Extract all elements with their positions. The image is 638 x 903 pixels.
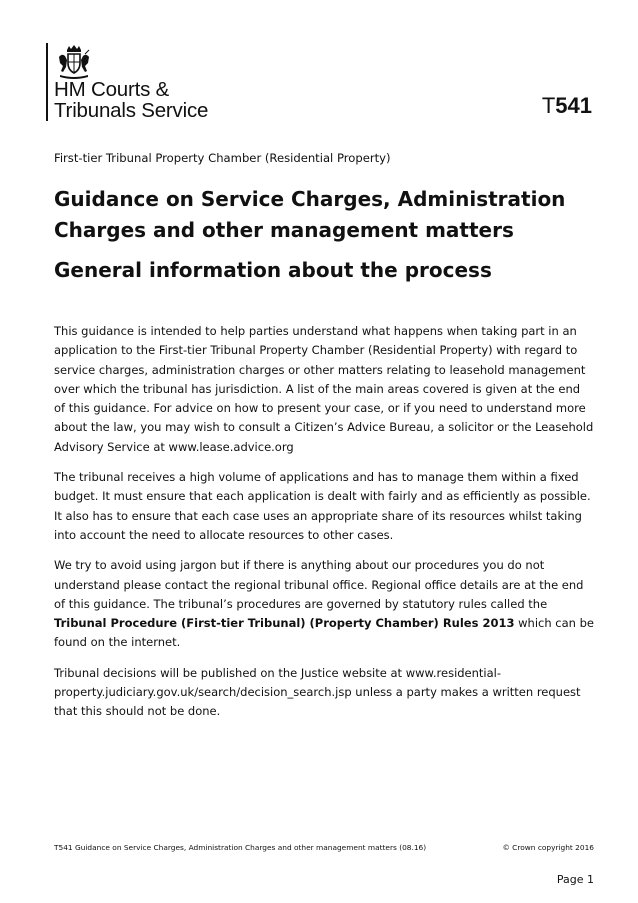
form-code: [542, 93, 592, 119]
paragraph-3-text-after: which can be found on the internet.: [54, 616, 594, 650]
chamber-subtitle: First-tier Tribunal Property Chamber (Residential Property): [54, 151, 391, 165]
document-title: [54, 184, 594, 246]
paragraph-3-text-before: We try to avoid using jargon but if there is anything about our procedures you do not understand please contact the regional tribunal office. Regional office details are at the end of this guidance. The tribunal’s procedures are governed by statutory rules called the: [54, 558, 584, 611]
document-title-line2: Charges and other management matters: [54, 218, 514, 242]
organisation-name: [54, 79, 208, 121]
royal-crest-icon: [54, 43, 94, 83]
paragraph-1: This guidance is intended to help parties understand what happens when taking part in an application to the First-tier Tribunal Property Chamber (Residential Property) with regard to service charges, administration charges or other matters relating to leasehold management over which the tribunal has jurisdiction. A list of the main areas covered is given at the end of this guidance. For advice on how to present your case, or if you need to understand more about the law, you may wish to consult a Citizen’s Advice Bureau, a solicitor or the Leasehold Advisory Service at www.lease.advice.org: [54, 324, 594, 454]
footer-copyright: © Crown copyright 2016: [502, 843, 594, 852]
page-footer: [54, 843, 594, 852]
paragraph-2: The tribunal receives a high volume of applications and has to manage them within a fixed budget. It must ensure that each application is dealt with fairly and as efficiently as possible. It also has to ensure that each case uses an appropriate share of its resources whilst taking into account the need to allocate resources to other cases.: [54, 470, 591, 542]
form-code-prefix: T: [541, 93, 556, 118]
document-body: [54, 322, 594, 733]
page-number: Page 1: [556, 873, 594, 886]
paragraph-4: Tribunal decisions will be published on the Justice website at www.residential-property.judiciary.gov.uk/search/decision_search.jsp unless a party makes a written request that this should not be done.: [54, 665, 581, 719]
document-title-line1: Guidance on Service Charges, Administration: [54, 187, 566, 211]
organisation-name-line1: HM Courts &: [54, 78, 170, 101]
organisation-name-line2: Tribunals Service: [54, 99, 209, 122]
section-heading: General information about the process: [54, 258, 492, 282]
rules-reference: Tribunal Procedure (First-tier Tribunal) (Property Chamber) Rules 2013: [54, 616, 515, 631]
footer-document-reference: T541 Guidance on Service Charges, Administration Charges and other management matters (08.16): [54, 843, 427, 852]
paragraph-3: [54, 556, 594, 652]
logo-divider: [46, 43, 48, 121]
form-code-number: 541: [555, 93, 592, 118]
